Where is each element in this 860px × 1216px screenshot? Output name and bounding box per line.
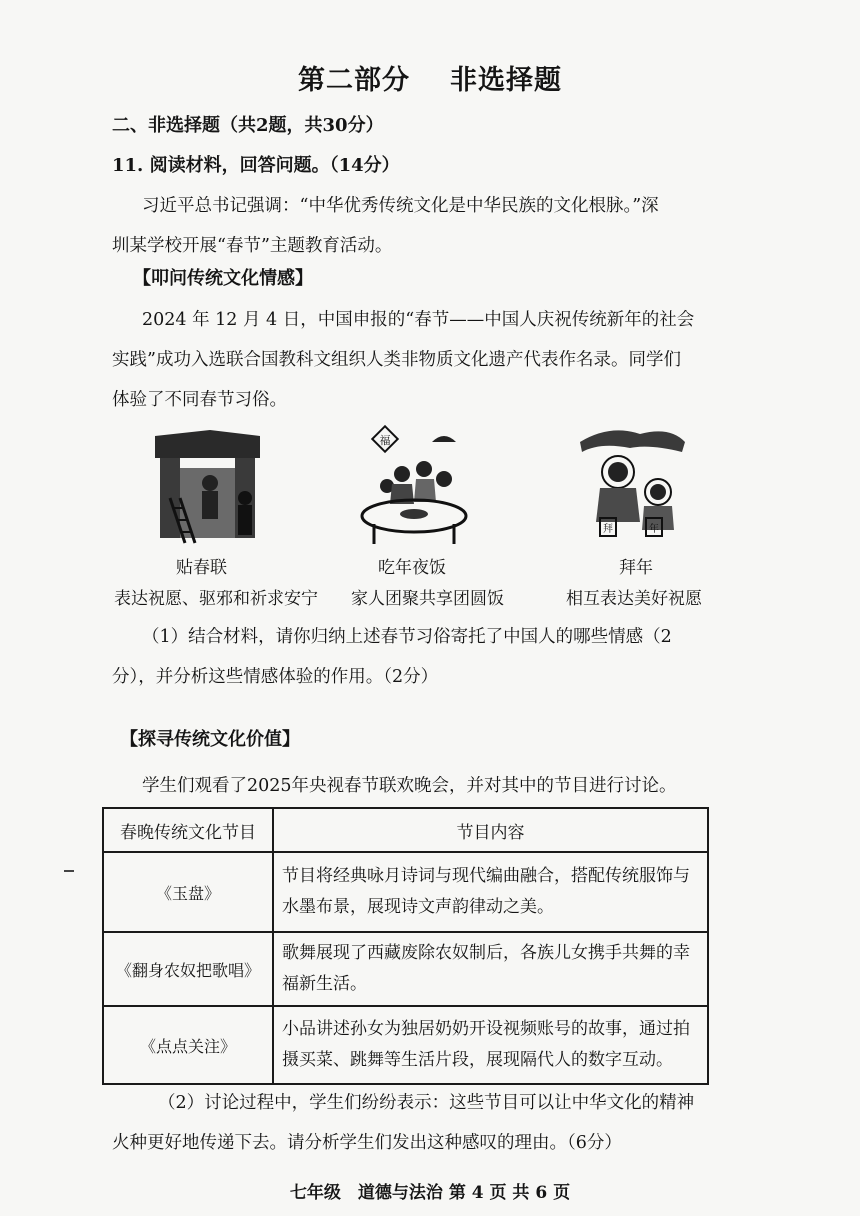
new-year-greeting-illustration [570,422,690,544]
material-line-2: 实践”成功入选联合国教科文组织人类非物质文化遗产代表作名录。同学们 [112,350,681,370]
program-content: 小品讲述孙女为独居奶奶开设视频账号的故事，通过拍摄买菜、跳舞等生活片段，展现隔代人的数字互动。 [273,1006,708,1084]
material-line-1: 2024 年 12 月 4 日，中国申报的“春节——中国人庆祝传统新年的社会 [142,310,695,330]
sub-question-1-line-2: 分），并分析这些情感体验的作用。（2分） [112,667,439,687]
part-label: 第二部分 [298,65,410,96]
custom-caption-couplets: 贴春联 [176,558,227,578]
table-header-content: 节目内容 [273,808,708,852]
reunion-dinner-illustration [352,424,476,546]
table-header-row [103,808,708,852]
table-header-program: 春晚传统文化节目 [103,808,273,852]
program-content: 歌舞展现了西藏废除农奴制后，各族儿女携手共舞的幸福新生活。 [273,932,708,1006]
program-name: 《翻身农奴把歌唱》 [103,932,273,1006]
table-row [103,932,708,1006]
custom-caption-greeting: 拜年 [619,558,653,578]
sub-question-2-line-1: （2）讨论过程中，学生们纷纷表示：这些节目可以让中华文化的精神 [158,1093,695,1113]
program-name: 《点点关注》 [103,1006,273,1084]
custom-desc-greeting: 相互表达美好祝愿 [566,589,702,609]
heading-culture-emotion: 【叩问传统文化情感】 [133,268,313,289]
table-row [103,1006,708,1084]
intro-line-1: 习近平总书记强调：“中华优秀传统文化是中华民族的文化根脉。”深 [142,196,659,216]
nian-character: 年 [649,524,659,535]
heading-culture-value: 【探寻传统文化价值】 [120,729,300,750]
page-footer: 七年级 道德与法治 第 4 页 共 6 页 [289,1183,571,1203]
custom-caption-dinner: 吃年夜饭 [378,558,446,578]
program-content: 节目将经典咏月诗词与现代编曲融合，搭配传统服饰与水墨布景，展现诗文声韵律动之美。 [273,852,708,932]
part-name: 非选择题 [450,65,562,96]
margin-mark [64,870,74,872]
material-gala: 学生们观看了2025年央视春节联欢晚会，并对其中的节目进行讨论。 [142,776,677,796]
bai-character: 拜 [603,524,613,535]
table-row [103,852,708,932]
custom-desc-dinner: 家人团聚共享团圆饭 [351,589,504,609]
section-header: 二、非选择题（共2题，共30分） [112,115,384,136]
program-table [102,807,709,1085]
intro-line-2: 圳某学校开展“春节”主题教育活动。 [112,236,393,256]
couplet-illustration [150,428,265,548]
page-title [0,58,860,97]
material-line-3: 体验了不同春节习俗。 [112,390,287,410]
sub-question-1-line-1: （1）结合材料，请你归纳上述春节习俗寄托了中国人的哪些情感（2 [142,627,672,647]
question-11-stem: 11. 阅读材料，回答问题。（14分） [112,155,400,176]
fu-character: 福 [379,434,391,447]
custom-desc-couplets: 表达祝愿、驱邪和祈求安宁 [114,589,318,609]
program-name: 《玉盘》 [103,852,273,932]
sub-question-2-line-2: 火种更好地传递下去。请分析学生们发出这种感叹的理由。（6分） [112,1133,622,1153]
